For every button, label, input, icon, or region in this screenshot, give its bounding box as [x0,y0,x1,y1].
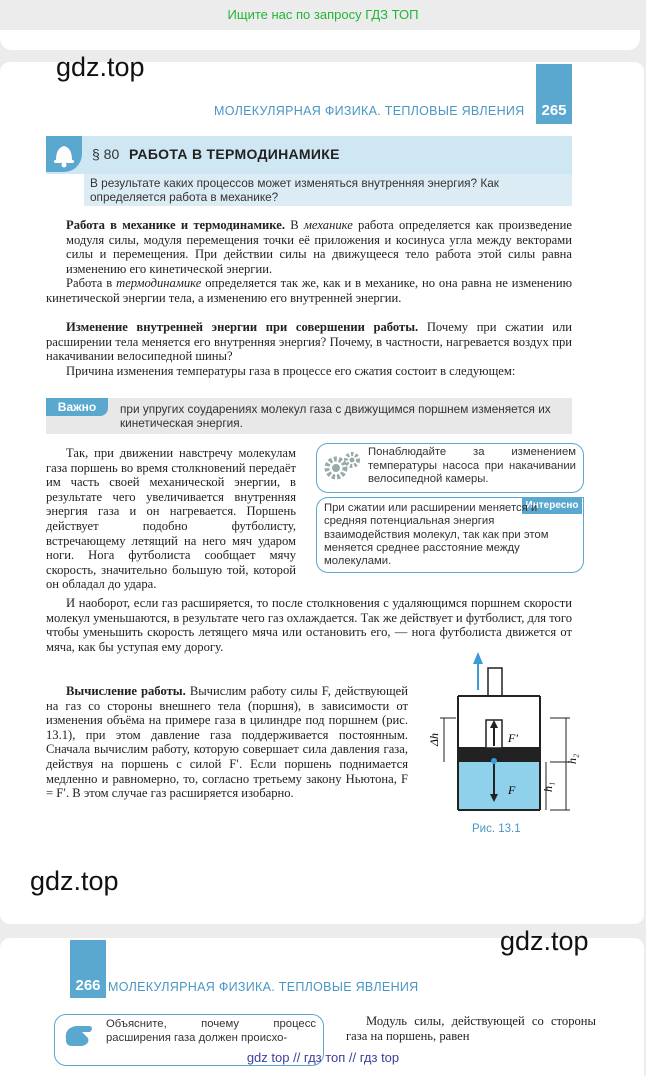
paragraph-work-thermo: Работа в термодинамике определяется так же, как и в механике, но она равна не изменению кинетической энергии тела, а изменению его внутренней энергии. [46,276,573,305]
paragraph-work-calc: Вычисление работы. Вычислим работу силы F, действующей на газ со стороны внешнего тела (поршня), в зависимости от изменения объёма на примере газа в цилиндре под поршнем (рис. 13.1), при этом давление газа поддерживается постоянным. Сначала вычислим работу, которую совершает сила давления газа, действуя на поршень с силой F′. Если поршень поднимается медленно и равномерно, то, согласно третьему закону Ньютона, F = F′. В этом случае газ расширяется изобарно. [46,684,408,801]
page-number: 265 [536,64,572,124]
running-title-next: МОЛЕКУЛЯРНАЯ ФИЗИКА. ТЕПЛОВЫЕ ЯВЛЕНИЯ [108,980,419,994]
bell-icon [46,136,82,172]
gears-icon [322,450,362,489]
important-text: при упругих соударениях молекул газа с движущимся поршнем изменяется их кинетическая энергия. [120,402,551,430]
paragraph-heading: Вычисление работы. [66,684,186,698]
explain-text: Объясните, почему процесс расширения газа должен происхо- [106,1018,316,1044]
figure-13-1 [420,650,580,825]
paragraph-internal-energy: Изменение внутренней энергии при совершении работы. Почему при сжатии или расширении тела меняется его внутренняя энергия? Почему, в частности, нагревается воздух при накачивании велосипедной шины? [46,320,572,364]
observe-text: Понаблюдайте за изменением температуры насоса при накачивании велосипедной камеры. [368,446,576,485]
label-f-prime: F′ [508,731,518,745]
paragraph-piston: Так, при движении навстречу молекулам газа поршень во время столкновений передаёт им часть своей механической энергии, в результате чего увеличивается внутренняя энергия газа и он нагревается. Поршень действует подобно футболисту, встречающему летящий на него мяч ударом ноги. Нога футболиста сообщает мячу скорость, значительно большую той, которой он обладал до удара. [46,446,296,592]
piston [459,747,539,762]
figure-caption: Рис. 13.1 [472,823,521,835]
interesting-text: При сжатии или расширении меняется и средняя потенциальная энергия взаимодействия молекул, так как при этом меняется среднее расстояние между молекулами. [324,502,549,568]
section-title: РАБОТА В ТЕРМОДИНАМИКЕ [129,146,340,162]
footer-links[interactable]: gdz top // гдз топ // гдз top [246,1050,400,1065]
paragraph-cause: Причина изменения температуры газа в процессе его сжатия состоит в следующем: [66,364,516,378]
interesting-badge: Интересно [522,498,582,514]
paragraph-work-mechanics: Работа в механике и термодинамике. В механике работа определяется как произведение модуля силы, модуля перемещения точки её приложения и косинуса угла между векторами силы и перемещения. При действии силы на движущееся тело работа этой силы равна изменению его кинетической энергии. [66,218,572,276]
running-title: МОЛЕКУЛЯРНАЯ ФИЗИКА. ТЕПЛОВЫЕ ЯВЛЕНИЯ [214,104,525,118]
paragraph-heading: Работа в механике и термодинамике. [66,218,285,232]
previous-card [0,30,640,50]
label-h2: h₂ [565,753,579,764]
paragraph-expansion: И наоборот, если газ расширяется, то после столкновения с удаляющимся поршнем скорости молекул уменьшаются, в результате чего газ охлаждается. Так же действует и футболист, для того чтобы уменьшить скорость летящего мяча или остановить его, — нога футболиста движется от мяча, как бы уступая ему дорогу. [46,596,572,654]
label-dh: Δh [427,732,441,746]
watermark: gdz.top [30,866,119,896]
section-questions: В результате каких процессов может изменяться внутренняя энергия? Как определяется работа в механике? [84,174,572,206]
paragraph-heading: Изменение внутренней энергии при совершении работы. [66,320,419,334]
page-number-next: 266 [70,940,106,998]
label-h1: h₁ [541,781,555,792]
watermark: gdz.top [56,52,145,82]
gas-region [459,762,539,809]
section-number: § 80 [92,146,120,162]
important-badge: Важно [46,398,108,416]
search-banner[interactable]: Ищите нас по запросу ГДЗ ТОП [227,7,419,22]
watermark: gdz.top [500,926,589,956]
paragraph-next: Модуль силы, действующей со стороны газа на поршень, равен [346,1014,596,1043]
label-f: F [508,783,516,797]
